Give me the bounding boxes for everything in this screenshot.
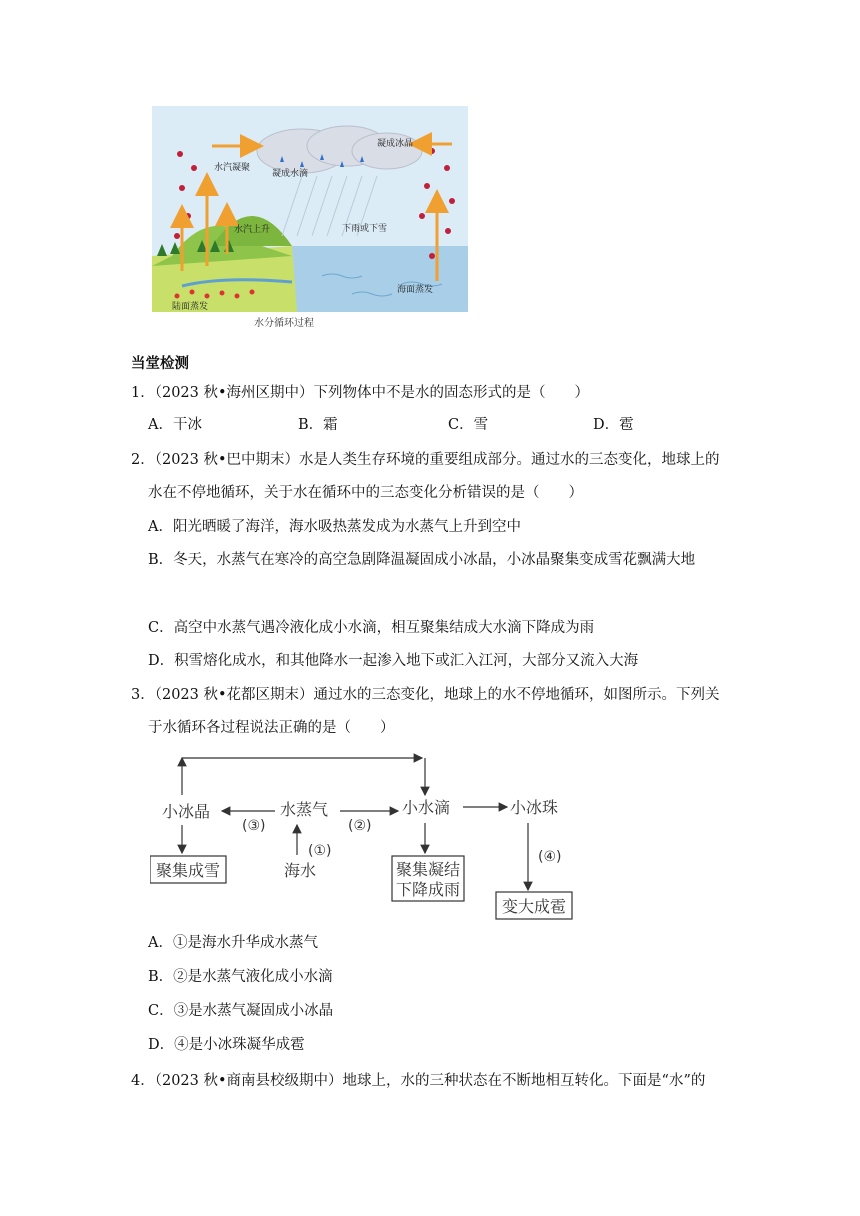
step-4: (④) [538,849,562,865]
label-rain-snow: 下雨或下雪 [342,224,388,234]
label-ice-crystal: 凝成冰晶 [377,139,414,149]
question-1-stem: 1．（2023 秋•海州区期中）下列物体中不是水的固态形式的是（ ） [131,385,590,401]
q1-option-b: B．霜 [298,417,338,433]
box-snow: 聚集成雪 [156,861,221,880]
box-hail: 变大成雹 [502,897,567,916]
step-2: (②) [348,818,372,834]
node-water-drop: 小水滴 [402,798,451,817]
question-4-stem: 4．（2023 秋•商南县校级期中）地球上，水的三种状态在不断地相互转化。下面是“水”的 [131,1073,706,1089]
q3-option-b: B．②是水蒸气液化成小水滴 [148,969,333,985]
q3-option-d: D．④是小冰珠凝华成雹 [148,1037,305,1053]
q1-option-a: A．干冰 [148,417,202,433]
section-title: 当堂检测 [131,356,189,372]
box-rain-line1: 聚集凝结 [396,860,461,879]
label-water-drop: 凝成水滴 [272,169,309,179]
label-vapor-rise: 水汽上升 [234,225,271,235]
label-land-evap: 陆面蒸发 [172,302,209,312]
question-2-stem-line2: 水在不停地循环，关于水在循环中的三态变化分析错误的是（ ） [148,485,583,501]
node-sea: 海水 [284,861,317,880]
step-3: (③) [242,818,266,834]
step-1: (①) [308,843,332,859]
question-3-stem-line1: 3．（2023 秋•花都区期末）通过水的三态变化，地球上的水不停地循环，如图所示。下列关 [131,687,720,703]
q2-option-c: C．高空中水蒸气遇冷液化成小水滴，相互聚集结成大水滴下降成为雨 [148,620,595,636]
q3-option-a: A．①是海水升华成水蒸气 [148,935,318,951]
q1-option-d: D．雹 [593,417,634,433]
node-ice-crystal: 小冰晶 [162,802,211,821]
node-vapor: 水蒸气 [280,800,329,819]
q1-option-c: C．雪 [448,417,489,433]
figure-caption: 水分循环过程 [254,318,314,329]
q2-option-b: B．冬天，水蒸气在寒冷的高空急剧降温凝固成小冰晶，小冰晶聚集变成雪花飘满大地 [148,552,696,568]
q3-option-c: C．③是水蒸气凝固成小冰晶 [148,1003,334,1019]
water-cycle-flow-diagram [150,745,590,925]
q2-option-a: A．阳光晒暖了海洋，海水吸热蒸发成为水蒸气上升到空中 [148,519,521,535]
water-cycle-illustration [152,106,468,312]
node-ice-ball: 小冰珠 [510,798,559,817]
q2-option-d: D．积雪熔化成水，和其他降水一起渗入地下或汇入江河，大部分又流入大海 [148,653,639,669]
label-sea-evap: 海面蒸发 [397,285,434,295]
question-3-stem-line2: 于水循环各过程说法正确的是（ ） [148,720,395,736]
question-2-stem-line1: 2．（2023 秋•巴中期末）水是人类生存环境的重要组成部分。通过水的三态变化，地球上的 [131,452,720,468]
label-vapor-condense: 水汽凝聚 [214,163,251,173]
box-rain-line2: 下降成雨 [396,880,461,899]
